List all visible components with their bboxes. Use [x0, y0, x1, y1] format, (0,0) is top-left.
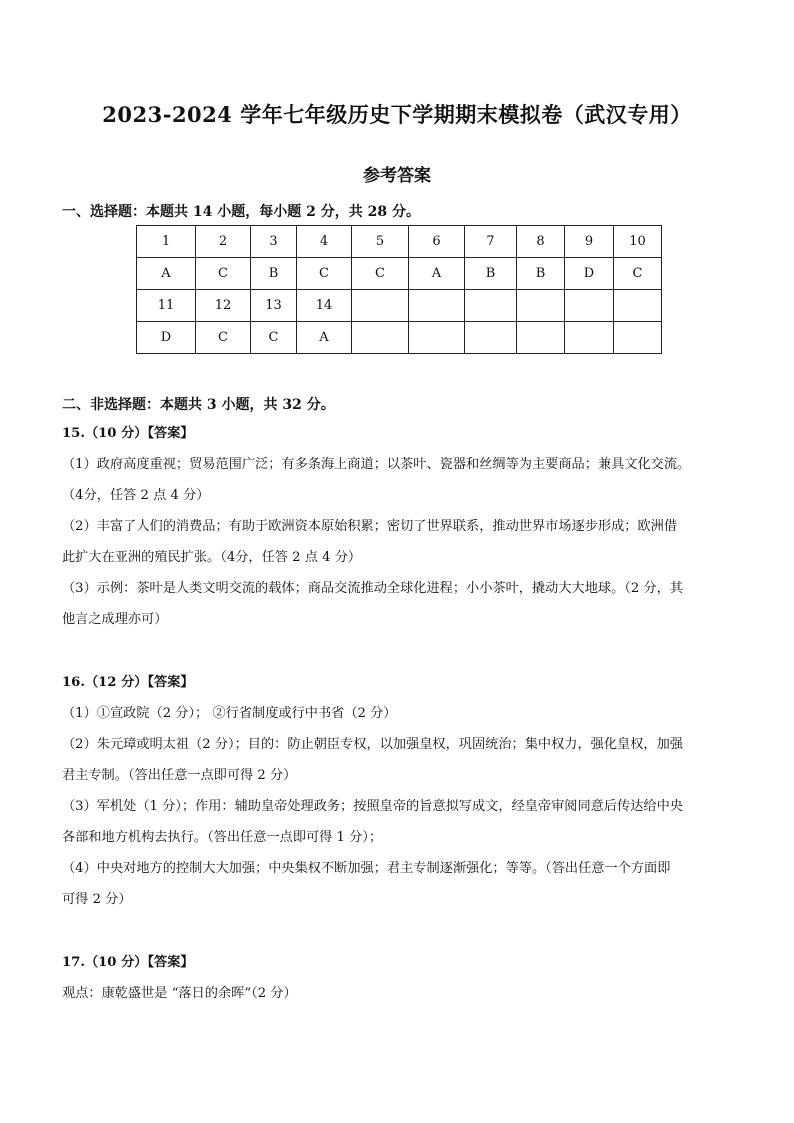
- q15-line: （3）示例：茶叶是人类文明交流的载体；商品交流推动全球化进程；小小茶叶，撬动大大地球。（2 分，其: [62, 581, 683, 596]
- answer-table-row: [137, 226, 662, 258]
- answer-cell: C: [352, 258, 409, 290]
- answer-cell: [465, 290, 517, 322]
- q15-line: 他言之成理亦可）: [62, 612, 168, 627]
- answer-cell: [517, 290, 565, 322]
- answer-cell: [352, 322, 409, 354]
- answer-cell: 9: [565, 226, 614, 258]
- answer-cell: B: [465, 258, 517, 290]
- q16-line: 各部和地方机构去执行。（答出任意一点即可得 1 分）；: [62, 830, 383, 845]
- answer-cell: D: [137, 322, 196, 354]
- answer-cell: C: [297, 258, 352, 290]
- answer-cell: A: [409, 258, 465, 290]
- section-2-heading: 二、非选择题：本题共 3 小题，共 32 分。: [62, 397, 335, 413]
- q16-line: 可得 2 分）: [62, 892, 132, 907]
- q16-line: （3）军机处（1 分）；作用：辅助皇帝处理政务；按照皇帝的旨意拟写成文，经皇帝审阅同意后传达给中央: [62, 799, 683, 814]
- answer-cell: C: [614, 258, 662, 290]
- answer-cell: 14: [297, 290, 352, 322]
- answer-cell: C: [196, 258, 251, 290]
- answer-cell: 12: [196, 290, 251, 322]
- q17-line: 观点：康乾盛世是 “落日的余晖”（2 分）: [62, 986, 297, 1001]
- q16-line: （2）朱元璋或明太祖（2 分）；目的：防止朝臣专权，以加强皇权，巩固统治；集中权力，强化皇权，加强: [62, 737, 683, 752]
- answer-cell: 2: [196, 226, 251, 258]
- answer-cell: 8: [517, 226, 565, 258]
- q17-heading: 17.（10 分）【答案】: [62, 955, 194, 970]
- answer-table-row: [137, 290, 662, 322]
- answer-cell: 7: [465, 226, 517, 258]
- answer-cell: [465, 322, 517, 354]
- answer-cell: C: [251, 322, 297, 354]
- q16-line: （1）①宣政院（2 分）； ②行省制度或行中书省（2 分）: [62, 706, 397, 721]
- answer-cell: D: [565, 258, 614, 290]
- q15-line: （2）丰富了人们的消费品；有助于欧洲资本原始积累；密切了世界联系，推动世界市场逐步形成；欧洲借: [62, 519, 678, 534]
- answer-cell: 11: [137, 290, 196, 322]
- q15-line: （4分，任答 2 点 4 分）: [62, 488, 210, 503]
- answer-cell: C: [196, 322, 251, 354]
- answer-cell: [352, 290, 409, 322]
- section-1-heading: 一、选择题：本题共 14 小题，每小题 2 分，共 28 分。: [62, 204, 420, 220]
- answer-cell: 3: [251, 226, 297, 258]
- q15-line: （1）政府高度重视；贸易范围广泛；有多条海上商道；以茶叶、瓷器和丝绸等为主要商品；兼具文化交流。: [62, 457, 691, 472]
- page-title: 2023-2024 学年七年级历史下学期期末模拟卷（武汉专用）: [102, 102, 692, 127]
- q16-line: 君主专制。（答出任意一点即可得 2 分）: [62, 768, 297, 783]
- answer-cell: B: [517, 258, 565, 290]
- answer-cell: [614, 322, 662, 354]
- answer-cell: A: [297, 322, 352, 354]
- answer-cell: [517, 322, 565, 354]
- answer-cell: 4: [297, 226, 352, 258]
- answer-cell: 6: [409, 226, 465, 258]
- answer-table: [136, 225, 662, 354]
- answer-cell: B: [251, 258, 297, 290]
- page-subtitle: 参考答案: [363, 166, 431, 186]
- answer-cell: [565, 322, 614, 354]
- answer-cell: [614, 290, 662, 322]
- q15-line: 此扩大在亚洲的殖民扩张。（4分，任答 2 点 4 分）: [62, 550, 362, 565]
- q15-heading: 15.（10 分）【答案】: [62, 426, 194, 441]
- answer-cell: 13: [251, 290, 297, 322]
- q16-heading: 16.（12 分）【答案】: [62, 675, 194, 690]
- answer-table-row: [137, 258, 662, 290]
- answer-cell: [565, 290, 614, 322]
- answer-cell: [409, 290, 465, 322]
- answer-cell: 5: [352, 226, 409, 258]
- answer-cell: A: [137, 258, 196, 290]
- answer-cell: [409, 322, 465, 354]
- q16-line: （4）中央对地方的控制大大加强；中央集权不断加强；君主专制逐渐强化；等等。（答出任意一个方面即: [62, 861, 671, 876]
- answer-cell: 1: [137, 226, 196, 258]
- answer-cell: 10: [614, 226, 662, 258]
- answer-table-row: [137, 322, 662, 354]
